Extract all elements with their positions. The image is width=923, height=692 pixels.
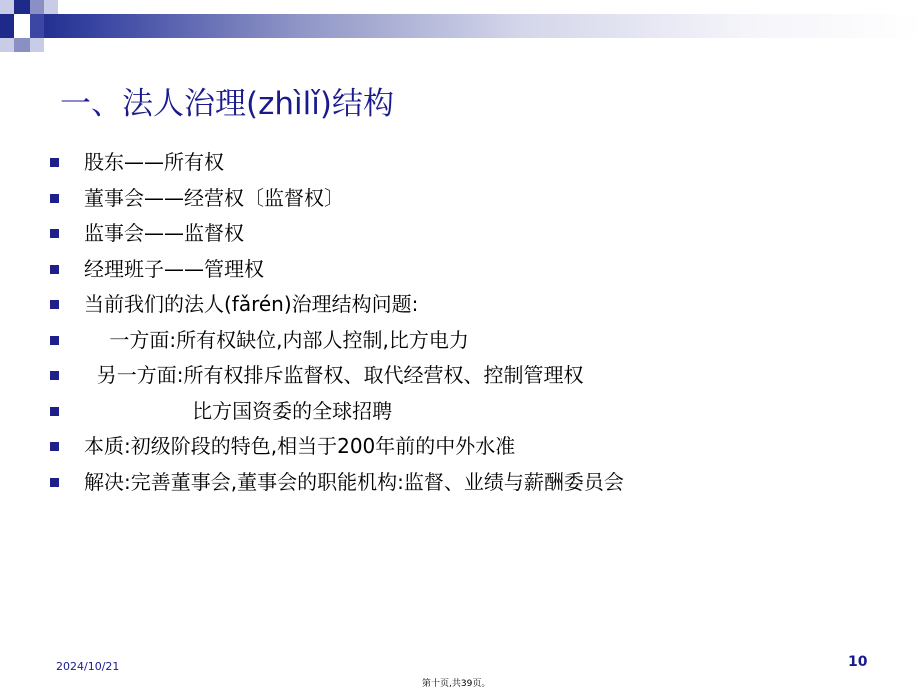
bullet-text: 本质:初级阶段的特色,相当于200年前的中外水准 — [84, 434, 516, 458]
decor-square — [0, 14, 14, 38]
bullet-marker — [50, 442, 59, 451]
page-caption: 第十页,共39页。 — [422, 679, 491, 689]
decor-square — [14, 14, 30, 38]
decor-square — [0, 38, 14, 52]
decor-square — [14, 38, 30, 52]
bullet-marker — [50, 194, 59, 203]
banner-gradient-band — [30, 14, 923, 38]
bullet-text: 董事会——经营权〔监督权〕 — [84, 185, 344, 210]
decor-square — [0, 0, 14, 14]
header-banner — [0, 0, 923, 60]
bullet-text: 监事会——监督权 — [84, 221, 244, 245]
decor-square — [44, 0, 58, 14]
bullet-marker — [50, 407, 59, 416]
list-item — [50, 182, 910, 218]
bullet-marker — [50, 158, 59, 167]
list-item — [50, 324, 910, 360]
list-item — [50, 395, 910, 431]
bullet-marker — [50, 371, 59, 380]
list-item — [50, 253, 910, 289]
decor-square — [14, 0, 30, 14]
bullet-text: 经理班子——管理权 — [84, 256, 264, 281]
list-item — [50, 146, 910, 182]
list-item — [50, 466, 910, 502]
bullet-text: 解决:完善董事会,董事会的职能机构:监督、业绩与薪酬委员会 — [84, 469, 624, 494]
decor-square — [30, 14, 44, 38]
decor-square — [30, 38, 44, 52]
list-item — [50, 288, 910, 324]
bullet-text: 一方面:所有权缺位,内部人控制,比方电力 — [84, 327, 469, 352]
slide-title: 一、法人治理(zhìlǐ)结构 — [60, 86, 394, 122]
list-item — [50, 359, 910, 395]
bullet-marker — [50, 300, 59, 309]
bullet-marker — [50, 265, 59, 274]
bullet-text: 当前我们的法人(fǎrén)治理结构问题: — [84, 292, 419, 316]
bullet-marker — [50, 478, 59, 487]
footer-date: 2024/10/21 — [56, 660, 120, 673]
bullet-marker — [50, 229, 59, 238]
list-item — [50, 217, 910, 253]
decor-square — [30, 0, 44, 14]
bullet-text: 比方国资委的全球招聘 — [84, 398, 393, 423]
bullet-marker — [50, 336, 59, 345]
bullet-text: 股东——所有权 — [84, 150, 224, 174]
list-item — [50, 430, 910, 466]
page-number: 10 — [848, 654, 868, 670]
bullet-text: 另一方面:所有权排斥监督权、取代经营权、控制管理权 — [84, 363, 584, 387]
bullet-list — [50, 146, 910, 501]
